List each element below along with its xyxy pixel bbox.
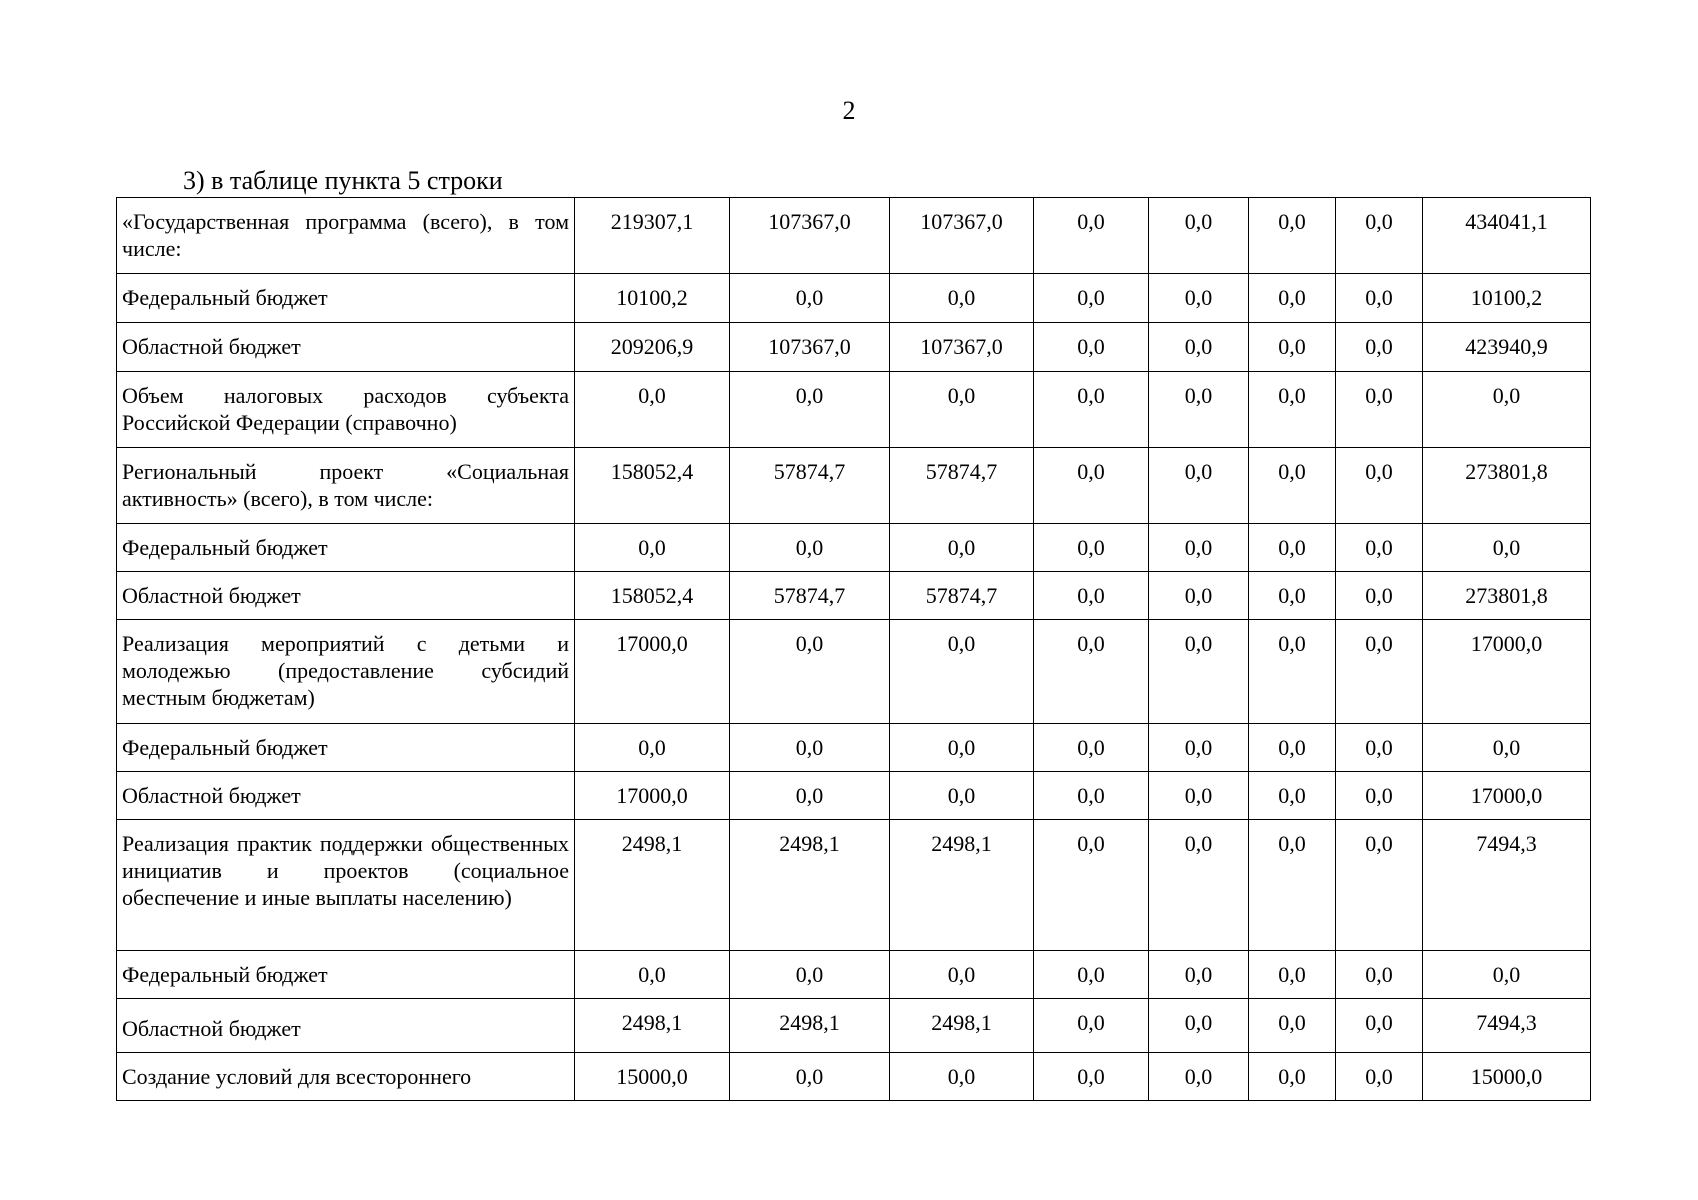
value-cell: 0,0 xyxy=(1336,524,1423,572)
value-cell: 0,0 xyxy=(1249,524,1336,572)
value-cell: 0,0 xyxy=(1149,323,1249,372)
value-cell: 158052,4 xyxy=(575,572,730,620)
value-cell: 0,0 xyxy=(1149,524,1249,572)
value-cell: 15000,0 xyxy=(1423,1053,1591,1101)
value-cell: 0,0 xyxy=(1034,999,1149,1053)
row-label: Региональный проект «Социальная активность» (всего), в том числе: xyxy=(117,448,575,524)
value-cell: 0,0 xyxy=(1249,1053,1336,1101)
row-label: Областной бюджет xyxy=(117,323,575,372)
value-cell: 0,0 xyxy=(1249,372,1336,448)
value-cell: 0,0 xyxy=(1336,448,1423,524)
value-cell: 2498,1 xyxy=(730,999,890,1053)
value-cell: 0,0 xyxy=(890,524,1034,572)
value-cell: 0,0 xyxy=(1336,620,1423,724)
value-cell: 17000,0 xyxy=(1423,772,1591,820)
row-label: Федеральный бюджет xyxy=(117,524,575,572)
table-row xyxy=(117,372,1591,448)
row-label: Областной бюджет xyxy=(117,772,575,820)
value-cell: 0,0 xyxy=(1149,620,1249,724)
row-label: Реализация мероприятий с детьми и молодежью (предоставление субсидий местным бюджетам) xyxy=(117,620,575,724)
row-label: Областной бюджет xyxy=(117,999,575,1053)
value-cell: 0,0 xyxy=(1149,999,1249,1053)
value-cell: 7494,3 xyxy=(1423,820,1591,951)
value-cell: 0,0 xyxy=(1149,772,1249,820)
value-cell: 0,0 xyxy=(1149,572,1249,620)
value-cell: 219307,1 xyxy=(575,198,730,274)
value-cell: 10100,2 xyxy=(575,274,730,323)
value-cell: 7494,3 xyxy=(1423,999,1591,1053)
value-cell: 0,0 xyxy=(1249,772,1336,820)
value-cell: 0,0 xyxy=(1034,274,1149,323)
value-cell: 0,0 xyxy=(1336,372,1423,448)
value-cell: 107367,0 xyxy=(890,323,1034,372)
value-cell: 0,0 xyxy=(1423,372,1591,448)
value-cell: 0,0 xyxy=(890,1053,1034,1101)
value-cell: 0,0 xyxy=(1034,724,1149,772)
value-cell: 0,0 xyxy=(575,951,730,999)
value-cell: 0,0 xyxy=(1249,999,1336,1053)
value-cell: 0,0 xyxy=(730,524,890,572)
value-cell: 0,0 xyxy=(890,372,1034,448)
value-cell: 0,0 xyxy=(1149,372,1249,448)
value-cell: 0,0 xyxy=(575,724,730,772)
value-cell: 0,0 xyxy=(1034,323,1149,372)
value-cell: 0,0 xyxy=(1336,323,1423,372)
value-cell: 0,0 xyxy=(1034,620,1149,724)
table-row xyxy=(117,999,1591,1053)
value-cell: 0,0 xyxy=(730,724,890,772)
table-row xyxy=(117,448,1591,524)
value-cell: 0,0 xyxy=(1149,448,1249,524)
value-cell: 0,0 xyxy=(1249,724,1336,772)
table-row xyxy=(117,198,1591,274)
value-cell: 2498,1 xyxy=(730,820,890,951)
value-cell: 0,0 xyxy=(1149,274,1249,323)
value-cell: 0,0 xyxy=(1034,372,1149,448)
row-label: Реализация практик поддержки общественных инициатив и проектов (социальное обеспечение и иные выплаты населению) xyxy=(117,820,575,951)
value-cell: 0,0 xyxy=(1249,274,1336,323)
value-cell: 0,0 xyxy=(890,951,1034,999)
value-cell: 0,0 xyxy=(1149,198,1249,274)
budget-table xyxy=(116,197,1591,1101)
value-cell: 10100,2 xyxy=(1423,274,1591,323)
value-cell: 0,0 xyxy=(575,524,730,572)
value-cell: 107367,0 xyxy=(730,198,890,274)
value-cell: 0,0 xyxy=(1336,999,1423,1053)
value-cell: 0,0 xyxy=(1249,572,1336,620)
value-cell: 0,0 xyxy=(730,372,890,448)
table-row xyxy=(117,323,1591,372)
value-cell: 0,0 xyxy=(730,274,890,323)
value-cell: 17000,0 xyxy=(575,620,730,724)
value-cell: 0,0 xyxy=(1034,448,1149,524)
value-cell: 0,0 xyxy=(890,620,1034,724)
value-cell: 57874,7 xyxy=(730,572,890,620)
value-cell: 0,0 xyxy=(1336,951,1423,999)
value-cell: 0,0 xyxy=(1034,1053,1149,1101)
value-cell: 0,0 xyxy=(1336,274,1423,323)
value-cell: 209206,9 xyxy=(575,323,730,372)
value-cell: 0,0 xyxy=(1336,772,1423,820)
table-row xyxy=(117,274,1591,323)
value-cell: 57874,7 xyxy=(890,572,1034,620)
table-row xyxy=(117,620,1591,724)
table-row xyxy=(117,820,1591,951)
value-cell: 2498,1 xyxy=(575,820,730,951)
row-label: Федеральный бюджет xyxy=(117,951,575,999)
value-cell: 0,0 xyxy=(1034,951,1149,999)
value-cell: 0,0 xyxy=(1336,724,1423,772)
value-cell: 0,0 xyxy=(1249,820,1336,951)
row-label: Объем налоговых расходов субъекта Российской Федерации (справочно) xyxy=(117,372,575,448)
value-cell: 423940,9 xyxy=(1423,323,1591,372)
value-cell: 107367,0 xyxy=(730,323,890,372)
value-cell: 0,0 xyxy=(1336,572,1423,620)
value-cell: 0,0 xyxy=(1249,448,1336,524)
value-cell: 273801,8 xyxy=(1423,572,1591,620)
page-number: 2 xyxy=(842,96,856,125)
table-row xyxy=(117,572,1591,620)
row-label: Федеральный бюджет xyxy=(117,274,575,323)
value-cell: 273801,8 xyxy=(1423,448,1591,524)
table-row xyxy=(117,524,1591,572)
row-label: «Государственная программа (всего), в том числе: xyxy=(117,198,575,274)
intro-text: 3) в таблице пункта 5 строки xyxy=(183,166,503,195)
value-cell: 0,0 xyxy=(730,772,890,820)
value-cell: 2498,1 xyxy=(575,999,730,1053)
table-row xyxy=(117,772,1591,820)
value-cell: 0,0 xyxy=(1423,724,1591,772)
row-label: Областной бюджет xyxy=(117,572,575,620)
value-cell: 15000,0 xyxy=(575,1053,730,1101)
value-cell: 434041,1 xyxy=(1423,198,1591,274)
value-cell: 0,0 xyxy=(1149,820,1249,951)
value-cell: 2498,1 xyxy=(890,820,1034,951)
row-label: Создание условий для всестороннего xyxy=(117,1053,575,1101)
value-cell: 0,0 xyxy=(730,1053,890,1101)
value-cell: 0,0 xyxy=(1149,1053,1249,1101)
value-cell: 0,0 xyxy=(730,951,890,999)
value-cell: 0,0 xyxy=(1336,820,1423,951)
value-cell: 0,0 xyxy=(1249,198,1336,274)
value-cell: 0,0 xyxy=(1149,951,1249,999)
value-cell: 0,0 xyxy=(1249,951,1336,999)
value-cell: 0,0 xyxy=(890,724,1034,772)
value-cell: 17000,0 xyxy=(575,772,730,820)
value-cell: 0,0 xyxy=(1423,951,1591,999)
value-cell: 0,0 xyxy=(730,620,890,724)
value-cell: 0,0 xyxy=(1034,524,1149,572)
value-cell: 0,0 xyxy=(1034,572,1149,620)
value-cell: 0,0 xyxy=(1249,620,1336,724)
value-cell: 2498,1 xyxy=(890,999,1034,1053)
table-body xyxy=(117,198,1591,1101)
value-cell: 107367,0 xyxy=(890,198,1034,274)
value-cell: 0,0 xyxy=(1034,772,1149,820)
value-cell: 0,0 xyxy=(1423,524,1591,572)
table-row xyxy=(117,951,1591,999)
table-row xyxy=(117,1053,1591,1101)
value-cell: 57874,7 xyxy=(730,448,890,524)
value-cell: 0,0 xyxy=(1249,323,1336,372)
table-row xyxy=(117,724,1591,772)
value-cell: 0,0 xyxy=(575,372,730,448)
row-label: Федеральный бюджет xyxy=(117,724,575,772)
value-cell: 0,0 xyxy=(1336,198,1423,274)
value-cell: 17000,0 xyxy=(1423,620,1591,724)
value-cell: 0,0 xyxy=(1034,820,1149,951)
value-cell: 0,0 xyxy=(1034,198,1149,274)
value-cell: 0,0 xyxy=(890,274,1034,323)
value-cell: 0,0 xyxy=(890,772,1034,820)
value-cell: 57874,7 xyxy=(890,448,1034,524)
value-cell: 0,0 xyxy=(1149,724,1249,772)
value-cell: 158052,4 xyxy=(575,448,730,524)
value-cell: 0,0 xyxy=(1336,1053,1423,1101)
